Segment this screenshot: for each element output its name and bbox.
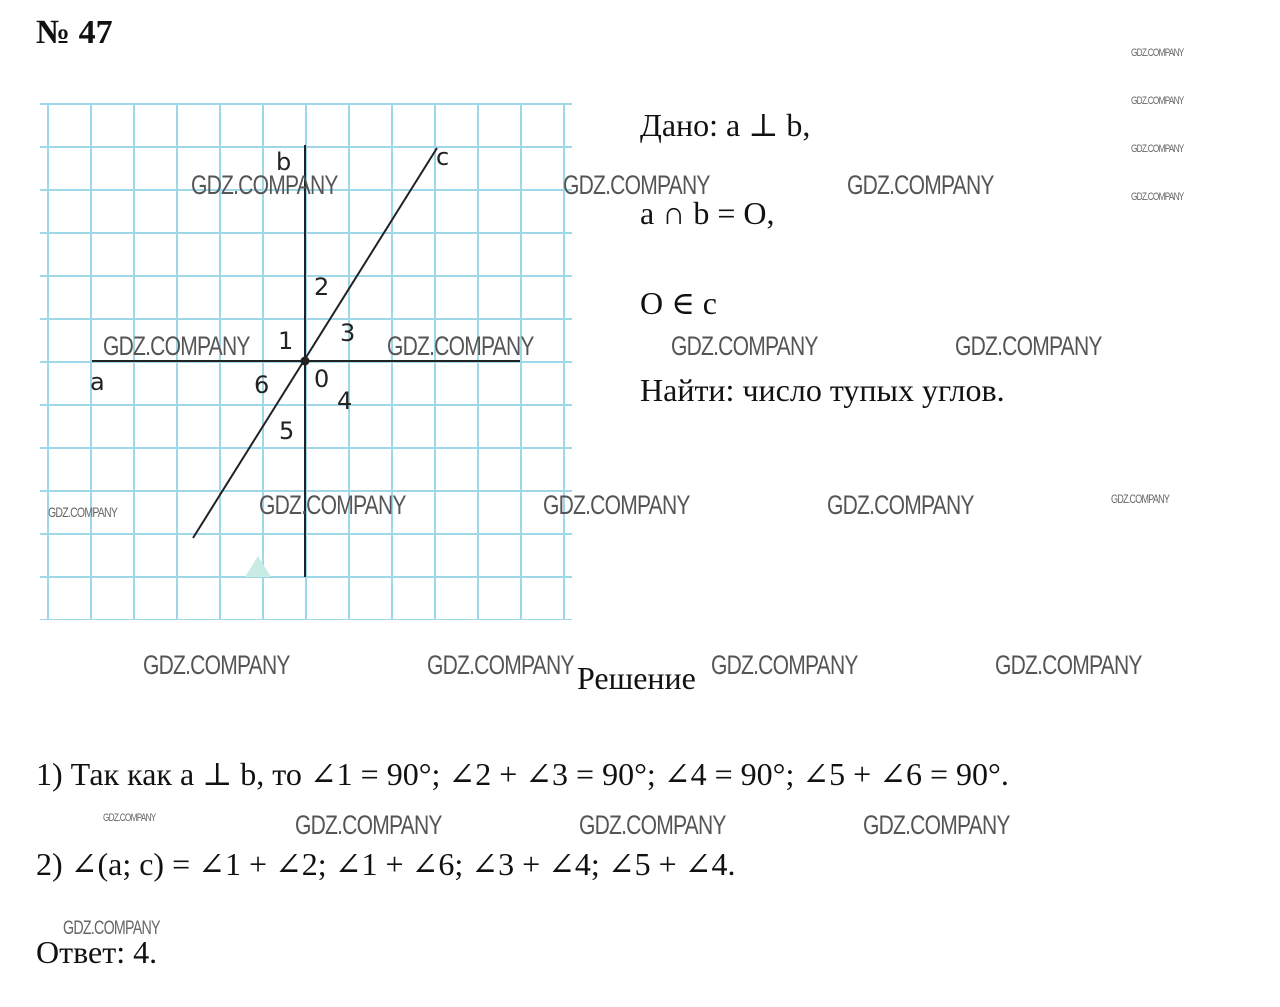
- watermark: GDZ.COMPANY: [427, 650, 574, 680]
- watermark: GDZ.COMPANY: [259, 490, 406, 520]
- watermark: GDZ.COMPANY: [295, 810, 442, 840]
- given-line-2: a ∩ b = O,: [640, 195, 775, 231]
- geometry-figure: [0, 0, 600, 620]
- label-line-b: b: [276, 148, 292, 176]
- watermark: GDZ.COMPANY: [711, 650, 858, 680]
- watermark: GDZ.COMPANY: [387, 331, 534, 361]
- watermark: GDZ.COMPANY: [863, 810, 1010, 840]
- label-angle-4: 4: [337, 387, 353, 415]
- watermark-small: GDZ.COMPANY: [63, 918, 160, 939]
- solution-step-1: 1) Так как a ⊥ b, то ∠1 = 90°; ∠2 + ∠3 = 90°; ∠4 = 90°; ∠5 + ∠6 = 90°.: [36, 756, 1009, 792]
- label-line-c: c: [436, 143, 450, 171]
- answer: Ответ: 4.: [36, 934, 158, 970]
- watermark: GDZ.COMPANY: [563, 170, 710, 200]
- label-point-o: 0: [314, 365, 330, 393]
- label-angle-3: 3: [340, 319, 356, 347]
- watermark: GDZ.COMPANY: [847, 170, 994, 200]
- label-angle-1: 1: [278, 327, 294, 355]
- watermark-small: GDZ.COMPANY: [103, 812, 156, 824]
- watermark: GDZ.COMPANY: [143, 650, 290, 680]
- watermark-small: GDZ.COMPANY: [1131, 143, 1184, 155]
- label-angle-2: 2: [314, 273, 330, 301]
- watermark: GDZ.COMPANY: [827, 490, 974, 520]
- watermark-small: GDZ.COMPANY: [1111, 492, 1170, 506]
- label-line-a: a: [90, 368, 105, 396]
- given-line-3: O ∈ c: [640, 285, 717, 321]
- point-o: [301, 357, 310, 366]
- watermark-small: GDZ.COMPANY: [48, 504, 118, 520]
- given-line-1: Дано: a ⊥ b,: [640, 107, 811, 143]
- watermark: GDZ.COMPANY: [955, 331, 1102, 361]
- watermark: GDZ.COMPANY: [995, 650, 1142, 680]
- watermark: GDZ.COMPANY: [103, 331, 250, 361]
- label-angle-5: 5: [279, 417, 295, 445]
- watermark-small: GDZ.COMPANY: [1131, 191, 1184, 203]
- watermark: GDZ.COMPANY: [191, 170, 338, 200]
- watermark: GDZ.COMPANY: [579, 810, 726, 840]
- watermark: GDZ.COMPANY: [671, 331, 818, 361]
- solution-step-2: 2) ∠(a; c) = ∠1 + ∠2; ∠1 + ∠6; ∠3 + ∠4; ∠5 + ∠4.: [36, 846, 736, 882]
- label-angle-6: 6: [254, 371, 270, 399]
- watermark-small: GDZ.COMPANY: [1131, 95, 1184, 107]
- watermark: GDZ.COMPANY: [543, 490, 690, 520]
- grid-corner-mark: [245, 556, 271, 577]
- find-line: Найти: число тупых углов.: [640, 372, 1005, 408]
- problem-number: № 47: [36, 14, 113, 51]
- watermark-small: GDZ.COMPANY: [1131, 47, 1184, 59]
- solution-heading: Решение: [577, 660, 696, 696]
